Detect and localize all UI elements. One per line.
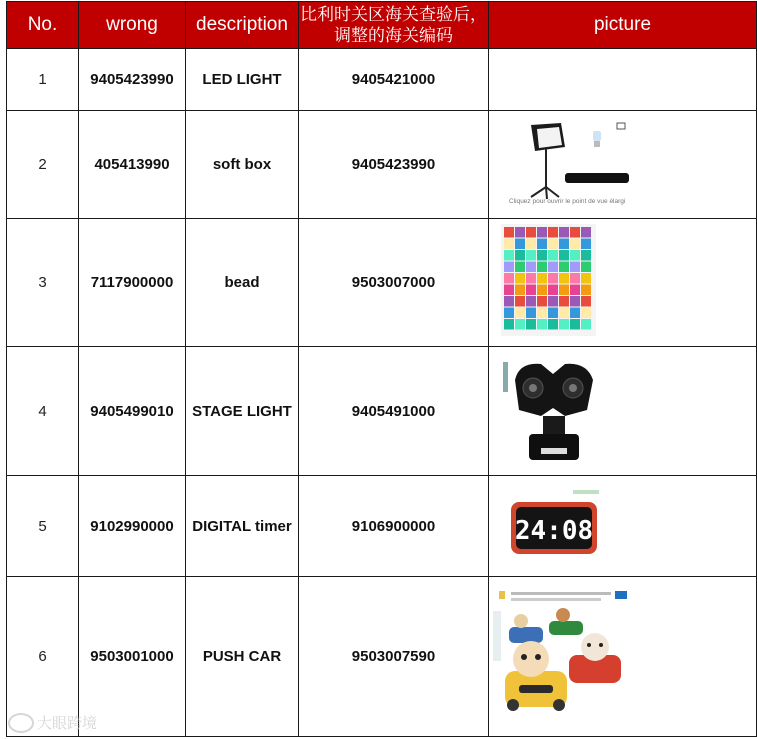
bead-compartment	[537, 285, 547, 296]
table-row	[7, 111, 757, 219]
bead-compartment	[581, 285, 591, 296]
header-adjusted-code: 比利时关区海关查验后，调整的海关编码	[299, 2, 489, 49]
header-description: description	[186, 2, 299, 49]
row-picture	[489, 347, 757, 476]
bead-compartment	[526, 262, 536, 273]
bead-compartment	[548, 319, 558, 330]
bead-compartment	[537, 296, 547, 307]
row-no: 3	[7, 219, 79, 347]
bead-compartment	[526, 273, 536, 284]
bead-compartment	[559, 227, 569, 238]
bead-compartment	[515, 262, 525, 273]
thumbnail-strip	[493, 611, 501, 661]
softbox-diffuser	[537, 127, 562, 148]
bead-compartment	[570, 239, 580, 250]
bead-compartment	[515, 285, 525, 296]
row-adjusted-code: 9405423990	[299, 111, 489, 219]
bead-compartment	[559, 285, 569, 296]
bead-compartment	[581, 262, 591, 273]
bead-compartment	[504, 262, 514, 273]
bead-compartment	[559, 262, 569, 273]
row-no: 4	[7, 347, 79, 476]
bead-compartment	[548, 273, 558, 284]
bulb-shape	[593, 131, 601, 141]
bead-compartment	[504, 319, 514, 330]
timer-display: 24:08	[514, 515, 594, 546]
bead-compartment	[515, 227, 525, 238]
bead-compartment	[570, 227, 580, 238]
table-row	[7, 476, 757, 577]
table-row	[7, 219, 757, 347]
row-description: PUSH CAR	[186, 577, 299, 737]
bead-compartment	[570, 308, 580, 319]
bead-compartment	[515, 250, 525, 261]
stage-light-photo	[501, 350, 606, 468]
bead-compartment	[537, 262, 547, 273]
bead-compartment	[570, 319, 580, 330]
row-picture	[489, 577, 757, 737]
bead-compartment	[559, 319, 569, 330]
bead-compartment	[537, 239, 547, 250]
row-description: STAGE LIGHT	[186, 347, 299, 476]
bead-compartment	[548, 308, 558, 319]
bead-compartment	[548, 285, 558, 296]
bead-compartment	[526, 308, 536, 319]
row-description: DIGITAL timer	[186, 476, 299, 577]
row-no: 6	[7, 577, 79, 737]
bead-compartment	[570, 273, 580, 284]
watermark	[8, 712, 97, 733]
header-picture: picture	[489, 2, 757, 49]
bead-compartment	[504, 227, 514, 238]
bead-compartment	[570, 250, 580, 261]
bead-compartment	[559, 273, 569, 284]
bead-compartment	[548, 262, 558, 273]
row-picture	[489, 476, 757, 577]
bead-compartment	[504, 250, 514, 261]
bead-compartment	[581, 319, 591, 330]
row-adjusted-code: 9106900000	[299, 476, 489, 577]
bead-compartment	[526, 250, 536, 261]
row-wrong-code: 7117900000	[79, 219, 186, 347]
table-row	[7, 49, 757, 111]
row-wrong-code: 405413990	[79, 111, 186, 219]
toy-car-blue	[509, 627, 543, 643]
bead-compartment	[581, 239, 591, 250]
row-description: bead	[186, 219, 299, 347]
bead-compartment	[537, 273, 547, 284]
bead-compartment	[537, 308, 547, 319]
bead-compartment	[526, 239, 536, 250]
row-wrong-code: 9405499010	[79, 347, 186, 476]
bead-compartment	[526, 296, 536, 307]
row-no: 2	[7, 111, 79, 219]
bead-compartment	[515, 319, 525, 330]
bead-compartment	[515, 296, 525, 307]
customs-code-table	[6, 1, 757, 737]
bead-compartment	[504, 273, 514, 284]
bead-compartment	[570, 296, 580, 307]
row-adjusted-code: 9405491000	[299, 347, 489, 476]
bead-compartment	[504, 239, 514, 250]
row-adjusted-code: 9503007000	[299, 219, 489, 347]
bead-compartment	[548, 239, 558, 250]
bead-compartment	[504, 285, 514, 296]
watermark-text: 大眼跨境	[37, 715, 98, 732]
bead-compartment	[504, 296, 514, 307]
bead-compartment	[537, 227, 547, 238]
thumbnail-strip	[503, 362, 508, 392]
row-no: 1	[7, 49, 79, 111]
beads-photo	[501, 224, 596, 336]
row-adjusted-code: 9503007590	[299, 577, 489, 737]
bead-compartment	[559, 239, 569, 250]
bead-compartment	[559, 250, 569, 261]
bead-compartment	[570, 262, 580, 273]
bead-compartment	[526, 285, 536, 296]
bead-compartment	[581, 273, 591, 284]
row-no: 5	[7, 476, 79, 577]
bead-compartment	[515, 308, 525, 319]
softbox-caption: Cliquez pour ouvrir le point de vue élargi	[509, 198, 626, 205]
bead-compartment	[581, 227, 591, 238]
toy-car-green	[549, 621, 583, 635]
bead-compartment	[504, 308, 514, 319]
bead-compartment	[526, 319, 536, 330]
row-adjusted-code: 9405421000	[299, 49, 489, 111]
push-car-photo	[491, 589, 631, 719]
bead-compartment	[559, 308, 569, 319]
bead-compartment	[548, 296, 558, 307]
bead-compartment	[537, 319, 547, 330]
header-no: No.	[7, 2, 79, 49]
bead-compartment	[581, 250, 591, 261]
bead-compartment	[548, 250, 558, 261]
bead-compartment	[581, 296, 591, 307]
bead-compartment	[526, 227, 536, 238]
bead-compartment	[548, 227, 558, 238]
bead-compartment	[570, 285, 580, 296]
bead-compartment	[581, 308, 591, 319]
bead-compartment	[537, 250, 547, 261]
carry-bag-shape	[565, 173, 629, 183]
bead-compartment	[515, 273, 525, 284]
watermark-logo-icon	[8, 713, 34, 733]
digital-timer-photo	[501, 484, 611, 564]
bead-compartment	[515, 239, 525, 250]
row-picture-empty	[489, 49, 757, 111]
bead-compartment	[559, 296, 569, 307]
row-description: soft box	[186, 111, 299, 219]
row-picture	[489, 111, 757, 219]
table-row	[7, 577, 757, 737]
row-wrong-code: 9102990000	[79, 476, 186, 577]
row-wrong-code: 9503001000	[79, 577, 186, 737]
stage-light-base	[529, 434, 579, 460]
row-picture	[489, 219, 757, 347]
row-description: LED LIGHT	[186, 49, 299, 111]
header-wrong: wrong	[79, 2, 186, 49]
table-row	[7, 347, 757, 476]
header-row	[7, 2, 757, 49]
softbox-photo	[501, 117, 641, 207]
row-wrong-code: 9405423990	[79, 49, 186, 111]
